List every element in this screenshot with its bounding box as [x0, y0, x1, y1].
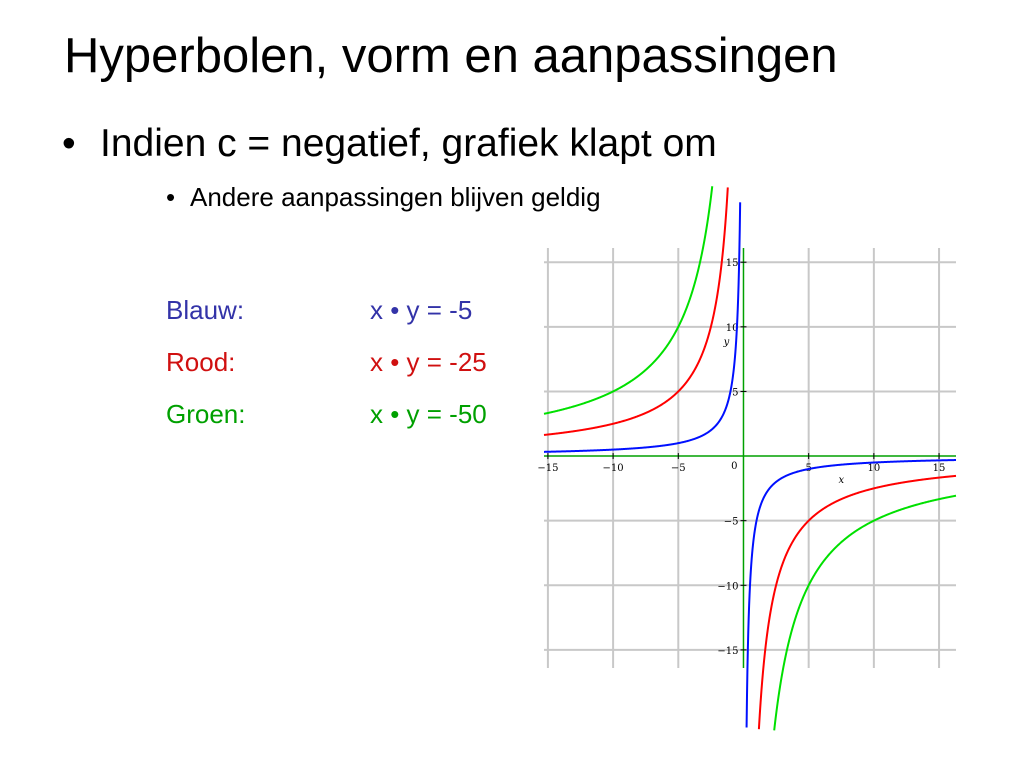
x-tick-label: −10 — [602, 463, 624, 475]
x-tick-label: 10 — [867, 463, 881, 475]
x-axis-label: x — [838, 475, 845, 487]
y-tick-label: −15 — [717, 645, 739, 657]
bullet-text: Andere aanpassingen blijven geldig — [190, 182, 601, 212]
bullet-marker: • — [166, 182, 176, 212]
plot-canvas — [537, 248, 956, 668]
bullet-marker: • — [62, 122, 76, 165]
curve-green-left-branch — [544, 186, 712, 414]
x-tick-label: 5 — [805, 463, 812, 475]
origin-label: 0 — [731, 461, 738, 473]
x-tick-label: −15 — [537, 463, 559, 475]
x-tick-label: 15 — [932, 463, 946, 475]
curve-red-left-branch — [544, 187, 728, 435]
x-tick-label: −5 — [670, 463, 686, 475]
y-axis-label: y — [723, 336, 730, 348]
bullet-text: Indien c = negatief, grafiek klapt om — [100, 122, 717, 165]
bullet-main — [62, 122, 717, 167]
legend-equation-red: x • y = -25 — [370, 347, 487, 377]
bullet-sub — [166, 183, 601, 213]
curve-red-right-branch — [759, 476, 956, 729]
slide-title: Hyperbolen, vorm en aanpassingen — [64, 29, 838, 83]
legend-name-green: Groen: — [166, 399, 246, 429]
y-tick-label: 5 — [732, 387, 739, 399]
legend-name-blue: Blauw: — [166, 295, 245, 325]
curve-blue-right-branch — [747, 460, 956, 727]
y-tick-label: 10 — [725, 322, 739, 334]
hyperbola-plot — [537, 248, 956, 668]
legend-name-red: Rood: — [166, 347, 236, 377]
y-tick-label: 15 — [725, 258, 739, 270]
legend-equation-green: x • y = -50 — [370, 399, 487, 429]
legend-equation-blue: x • y = -5 — [370, 295, 473, 325]
curve-green-right-branch — [774, 496, 956, 731]
y-tick-label: −10 — [717, 581, 739, 593]
y-tick-label: −5 — [723, 516, 739, 528]
